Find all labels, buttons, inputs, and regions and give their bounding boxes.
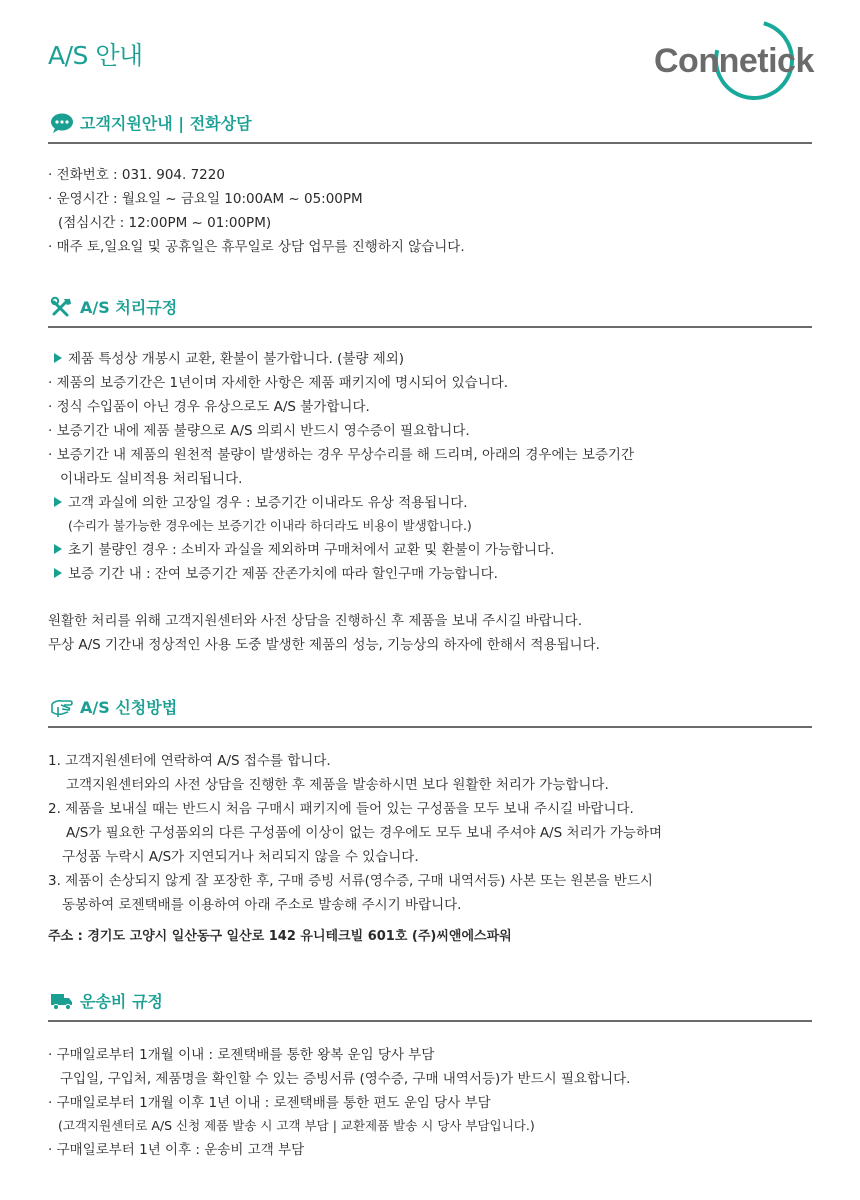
section-apply-header — [48, 692, 812, 728]
policy-line: 보증 기간 내 : 잔여 보증기간 제품 잔존가치에 따라 할인구매 가능합니다. — [54, 562, 498, 586]
support-line: (점심시간 : 12:00PM ~ 01:00PM) — [58, 215, 272, 231]
shipping-line: (고객지원센터로 A/S 신청 제품 발송 시 고객 부담 | 교환제품 발송 시 당사 부담입니다.) — [58, 1118, 535, 1133]
policy-line: 원활한 처리를 위해 고객지원센터와 사전 상담을 진행하신 후 제품을 보내 주시길 바랍니다. — [48, 613, 583, 629]
shipping-line: · 구매일로부터 1년 이후 : 운송비 고객 부담 — [48, 1142, 305, 1158]
triangle-bullet-icon — [54, 544, 62, 554]
triangle-bullet-icon — [54, 568, 62, 578]
policy-line: · 정식 수입품이 아닌 경우 유상으로도 A/S 불가합니다. — [48, 399, 370, 415]
address-line: 주소 : 경기도 고양시 일산동구 일산로 142 유니테크빌 601호 (주)씨앤에스파워 — [48, 929, 512, 944]
tools-icon — [50, 296, 74, 318]
policy-line: · 보증기간 내에 제품 불량으로 A/S 의뢰시 반드시 영수증이 필요합니다. — [48, 423, 470, 439]
policy-line: 제품 특성상 개봉시 교환, 환불이 불가합니다. (불량 제외) — [54, 347, 404, 371]
truck-icon — [50, 990, 74, 1012]
apply-line: 동봉하여 로젠택배를 이용하여 아래 주소로 발송해 주시기 바랍니다. — [62, 897, 462, 913]
policy-line: 무상 A/S 기간내 정상적인 사용 도중 발생한 제품의 성능, 기능상의 하자에 한해서 적용됩니다. — [48, 637, 600, 653]
section-policy-header — [48, 292, 812, 328]
section-support-header — [48, 108, 812, 144]
policy-line: · 보증기간 내 제품의 원천적 불량이 발생하는 경우 무상수리를 해 드리며, 아래의 경우에는 보증기간 — [48, 447, 635, 463]
policy-line: 초기 불량인 경우 : 소비자 과실을 제외하며 구매처에서 교환 및 환불이 가능합니다. — [54, 538, 554, 562]
support-line: · 운영시간 : 월요일 ~ 금요일 10:00AM ~ 05:00PM — [48, 191, 363, 207]
section-shipping-header — [48, 986, 812, 1022]
logo-text: Connetick — [654, 42, 814, 80]
hand-icon — [50, 696, 74, 718]
section-shipping-title: 운송비 규정 — [80, 992, 163, 1011]
apply-line: 2. 제품을 보내실 때는 반드시 처음 구매시 패키지에 들어 있는 구성품을 모두 보내 주시길 바랍니다. — [48, 801, 634, 817]
policy-line: (수리가 불가능한 경우에는 보증기간 이내라 하더라도 비용이 발생합니다.) — [68, 518, 472, 533]
connetick-logo — [652, 20, 817, 108]
apply-line: 구성품 누락시 A/S가 지연되거나 처리되지 않을 수 있습니다. — [62, 849, 419, 865]
page-title: A/S 안내 — [48, 41, 143, 70]
policy-line: · 제품의 보증기간은 1년이며 자세한 사항은 제품 패키지에 명시되어 있습니다. — [48, 375, 509, 391]
shipping-line: 구입일, 구입처, 제품명을 확인할 수 있는 증빙서류 (영수증, 구매 내역서등)가 반드시 필요합니다. — [60, 1071, 631, 1087]
shipping-line: · 구매일로부터 1개월 이내 : 로젠택배를 통한 왕복 운임 당사 부담 — [48, 1047, 435, 1063]
policy-line: 고객 과실에 의한 고장일 경우 : 보증기간 이내라도 유상 적용됩니다. — [54, 491, 468, 515]
shipping-line: · 구매일로부터 1개월 이후 1년 이내 : 로젠택배를 통한 편도 운임 당사 부담 — [48, 1095, 491, 1111]
apply-line: 1. 고객지원센터에 연락하여 A/S 접수를 합니다. — [48, 753, 331, 769]
apply-line: A/S가 필요한 구성품외의 다른 구성품에 이상이 없는 경우에도 모두 보내 주셔야 A/S 처리가 가능하며 — [66, 825, 663, 841]
triangle-bullet-icon — [54, 353, 62, 363]
apply-line: 고객지원센터와의 사전 상담을 진행한 후 제품을 발송하시면 보다 원활한 처리가 가능합니다. — [66, 777, 609, 793]
triangle-bullet-icon — [54, 497, 62, 507]
section-support-title: 고객지원안내 | 전화상담 — [80, 114, 252, 133]
apply-line: 3. 제품이 손상되지 않게 잘 포장한 후, 구매 증빙 서류(영수증, 구매 내역서등) 사본 또는 원본을 반드시 — [48, 873, 653, 889]
section-policy-title: A/S 처리규정 — [80, 298, 178, 317]
policy-line: 이내라도 실비적용 처리됩니다. — [60, 471, 243, 487]
chat-bubble-icon — [50, 112, 74, 134]
section-apply-title: A/S 신청방법 — [80, 698, 178, 717]
support-line: · 전화번호 : 031. 904. 7220 — [48, 167, 225, 183]
support-line: · 매주 토,일요일 및 공휴일은 휴무일로 상담 업무를 진행하지 않습니다. — [48, 239, 465, 255]
